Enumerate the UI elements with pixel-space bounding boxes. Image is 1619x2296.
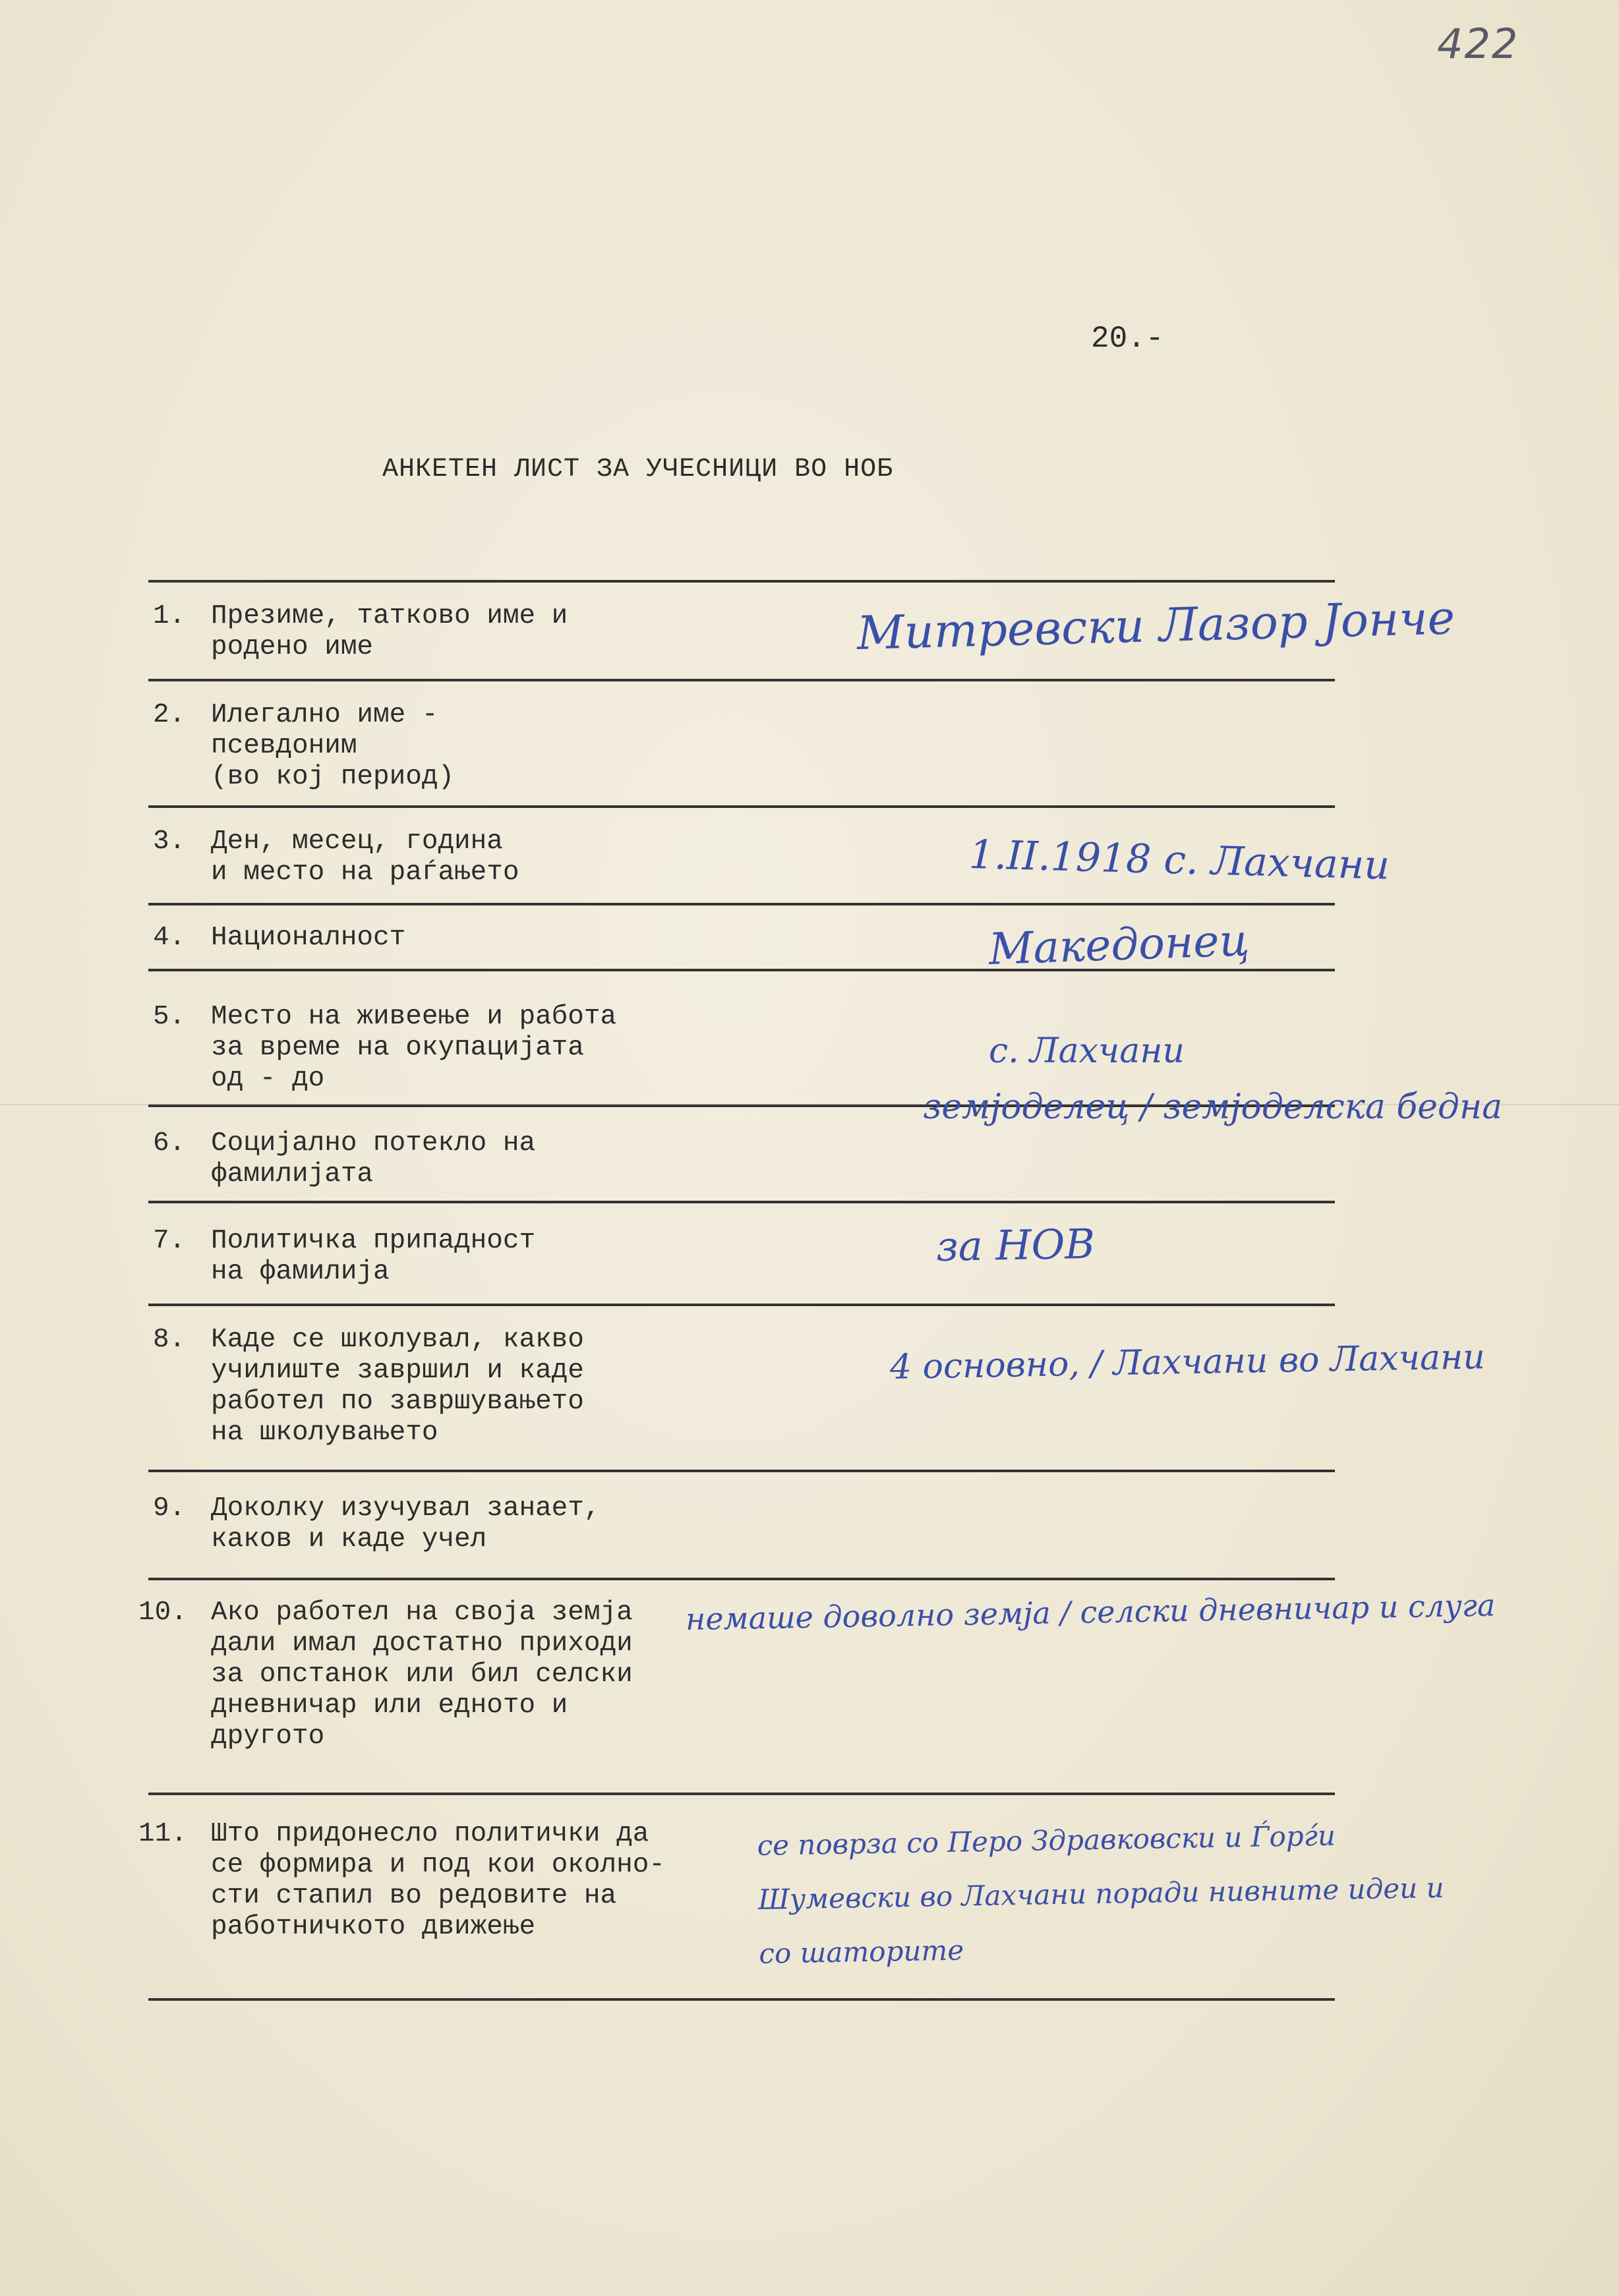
item-1-label: Презиме, татково име и родено име — [211, 601, 568, 662]
rule-item-3 — [148, 903, 1335, 905]
form-title: АНКЕТЕН ЛИСТ ЗА УЧЕСНИЦИ ВО НОБ — [382, 455, 894, 484]
item-1-answer: Митревски Лазор Јонче — [856, 590, 1456, 660]
rule-item-10 — [148, 1793, 1335, 1795]
rule-item-6 — [148, 1201, 1335, 1203]
item-10-answer: немаше доволно земја / селски дневничар и слуга — [685, 1587, 1496, 1637]
item-4-label: Националност — [211, 923, 406, 953]
item-3-label: Ден, месец, година и место на раѓањето — [211, 826, 519, 888]
item-11-label: Што придонесло политички да се формира и под кои околно- сти стапил во редовите на работничкото движење — [211, 1819, 665, 1942]
item-6-label: Социјално потекло на фамилијата — [211, 1128, 536, 1190]
rule-item-8 — [148, 1470, 1335, 1472]
rule-item-11 — [148, 1998, 1335, 2001]
item-6-number: 6. — [153, 1128, 186, 1159]
item-11-number: 11. — [138, 1819, 187, 1849]
item-10-number: 10. — [138, 1597, 187, 1628]
rule-item-2 — [148, 805, 1335, 808]
archive-number: 422 — [1437, 20, 1519, 68]
item-4-answer: Македонец — [987, 915, 1251, 975]
item-3-number: 3. — [153, 826, 186, 857]
item-7-answer: за НОВ — [935, 1219, 1096, 1271]
item-7-label: Политичка припадност на фамилија — [211, 1226, 536, 1287]
item-2-number: 2. — [153, 700, 186, 730]
rule-item-1 — [148, 679, 1335, 681]
item-2-label: Илегално име - псевдоним (во кој период) — [211, 700, 455, 792]
item-5-answer: с. Лахчани — [989, 1031, 1185, 1071]
item-5-number: 5. — [153, 1002, 186, 1032]
item-9-label: Доколку изучувал занает, каков и каде учел — [211, 1493, 601, 1555]
item-9-number: 9. — [153, 1493, 186, 1524]
item-6-answer: земјоделец / земјоделска бедна — [923, 1087, 1503, 1127]
item-11-answer: се поврза со Перо Здравковски и Ѓорѓи Шумевски во Лахчани поради нивните идеи и со шаторите — [757, 1819, 1444, 1970]
page-number: 20.- — [1091, 322, 1164, 356]
item-10-label: Ако работел на своја земја дали имал достатно приходи за опстанок или бил селски дневничар или едното и другото — [211, 1597, 633, 1752]
rule-item-4 — [148, 969, 1335, 971]
item-8-label: Каде се школувал, какво училиште завршил и каде работел по завршувањето на школувањето — [211, 1325, 584, 1448]
rule-top — [148, 580, 1335, 583]
item-3-answer: 1.II.1918 с. Лахчани — [968, 832, 1390, 889]
item-4-number: 4. — [153, 923, 186, 953]
rule-item-9 — [148, 1578, 1335, 1580]
item-1-number: 1. — [153, 601, 186, 631]
item-5-label: Место на живеење и работа за време на окупацијата од - до — [211, 1002, 617, 1094]
item-7-number: 7. — [153, 1226, 186, 1256]
bleed-through-text — [751, 514, 783, 577]
rule-item-7 — [148, 1304, 1335, 1306]
item-8-number: 8. — [153, 1325, 186, 1355]
item-8-answer: 4 основно, / Лахчани во Лахчани — [889, 1337, 1486, 1387]
